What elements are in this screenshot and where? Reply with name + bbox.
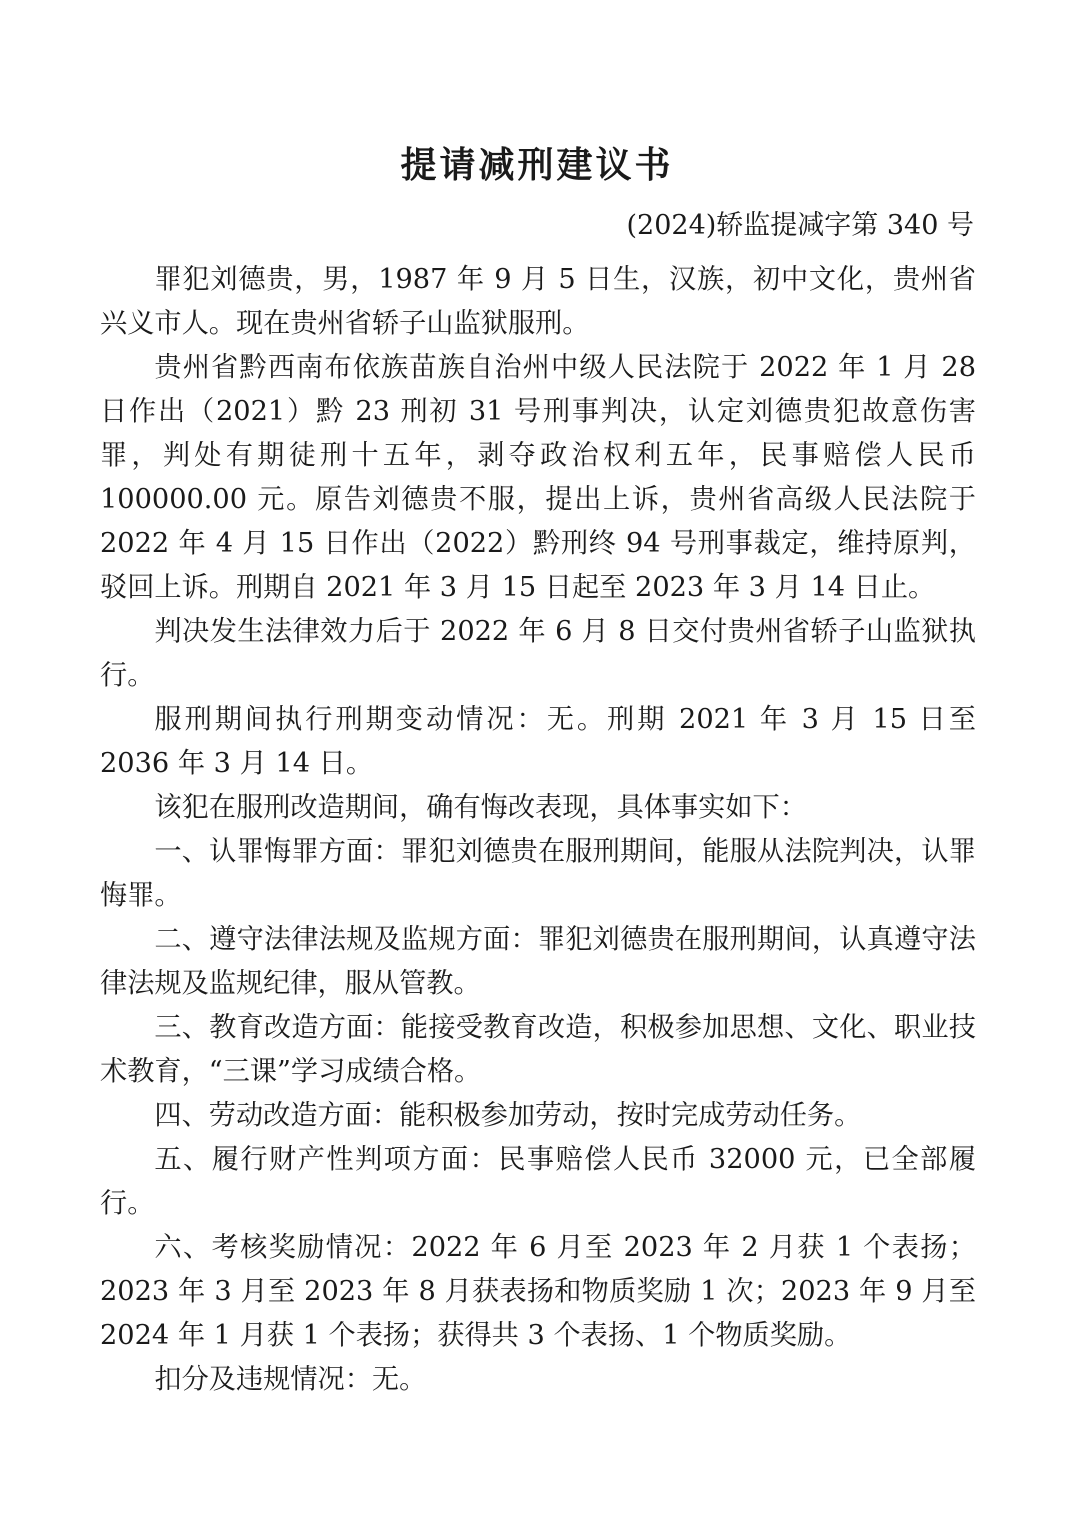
paragraph-item-4: 四、劳动改造方面：能积极参加劳动，按时完成劳动任务。 [154,1100,862,1131]
paragraph-repentance-intro: 该犯在服刑改造期间，确有悔改表现，具体事实如下： [154,792,807,823]
paragraph-item-2: 二、遵守法律法规及监规方面：罪犯刘德贵在服刑期间，认真遵守法律法规及监规纪律，服从管教。 [100,924,976,999]
paragraph-item-1: 一、认罪悔罪方面：罪犯刘德贵在服刑期间，能服从法院判决，认罪悔罪。 [100,836,976,911]
paragraph-violations: 扣分及违规情况：无。 [154,1364,427,1395]
paragraph-item-5: 五、履行财产性判项方面：民事赔偿人民币 32000 元，已全部履行。 [100,1144,976,1219]
document-title: 提请减刑建议书 [400,145,674,186]
paragraph-item-6: 六、考核奖励情况：2022 年 6 月至 2023 年 2 月获 1 个表扬；2023 年 3 月至 2023 年 8 月获表扬和物质奖励 1 次；2023 年 9 月至 2024 年 1 月获 1 个表扬；获得共 3 个表扬、1 个物质奖励。 [100,1232,976,1351]
paragraph-criminal-info: 罪犯刘德贵，男，1987 年 9 月 5 日生，汉族，初中文化，贵州省兴义市人。现在贵州省轿子山监狱服刑。 [100,264,976,339]
paragraph-execution: 判决发生法律效力后于 2022 年 6 月 8 日交付贵州省轿子山监狱执行。 [100,616,976,691]
document-number: (2024)轿监提减字第 340 号 [626,210,974,241]
paragraph-judgment: 贵州省黔西南布依族苗族自治州中级人民法院于 2022 年 1 月 28 日作出（2021）黔 23 刑初 31 号刑事判决，认定刘德贵犯故意伤害罪，判处有期徒刑十五年，剥夺政治权利五年，民事赔偿人民币 100000.00 元。原告刘德贵不服，提出上诉，贵州省高级人民法院于 2022 年 4 月 15 日作出（2022）黔刑终 94 号刑事裁定，维持原判，驳回上诉。刑期自 2021 年 3 月 15 日起至 2023 年 3 月 14 日止。 [100,352,976,603]
paragraph-item-3: 三、教育改造方面：能接受教育改造，积极参加思想、文化、职业技术教育，“三课”学习成绩合格。 [100,1012,976,1087]
paragraph-sentence-change: 服刑期间执行刑期变动情况：无。刑期 2021 年 3 月 15 日至 2036 年 3 月 14 日。 [100,704,976,779]
document-body [100,258,976,1402]
